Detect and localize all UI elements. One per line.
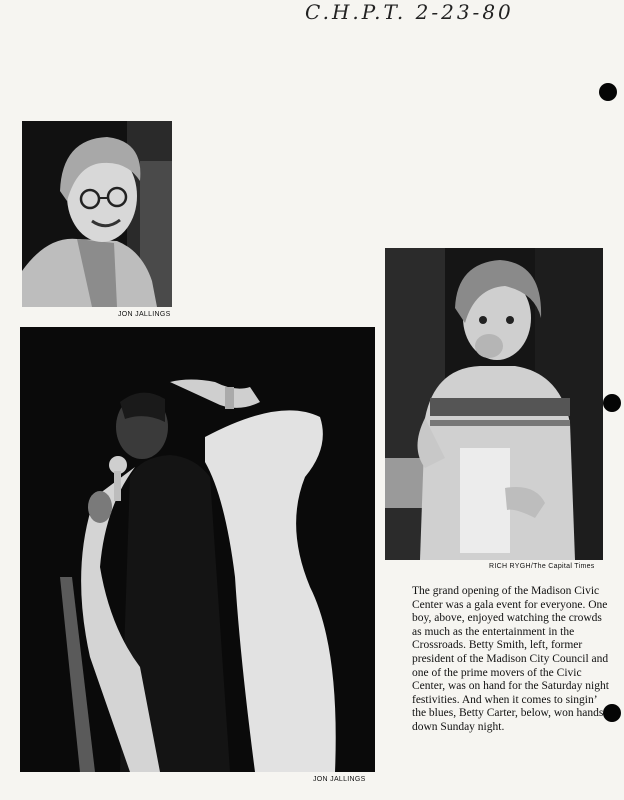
photo-betty-smith <box>22 121 172 307</box>
photo-boy <box>385 248 603 560</box>
photo-credit-top-left: JON JALLINGS <box>118 311 171 318</box>
photo-credit-right: RICH RYGH/The Capital Times <box>489 563 595 570</box>
handwritten-date-annotation: C.H.P.T. 2-23-80 <box>305 0 514 24</box>
photo-credit-bottom: JON JALLINGS <box>313 776 366 783</box>
binder-hole-top <box>599 83 617 101</box>
photo-caption: The grand opening of the Madison Civic Center was a gala event for everyone. One boy, above, enjoyed watching the crowds as much as the entertainment in the Crossroads. Betty Smith, left, former president of the Madison City Council and one of the prime movers of the Civic Center, was on hand for the Saturday night festivities. And when it comes to singin’ the blues, Betty Carter, below, won hands down Sunday night. <box>412 585 609 733</box>
binder-hole-middle <box>603 394 621 412</box>
photo-betty-carter <box>20 327 375 772</box>
